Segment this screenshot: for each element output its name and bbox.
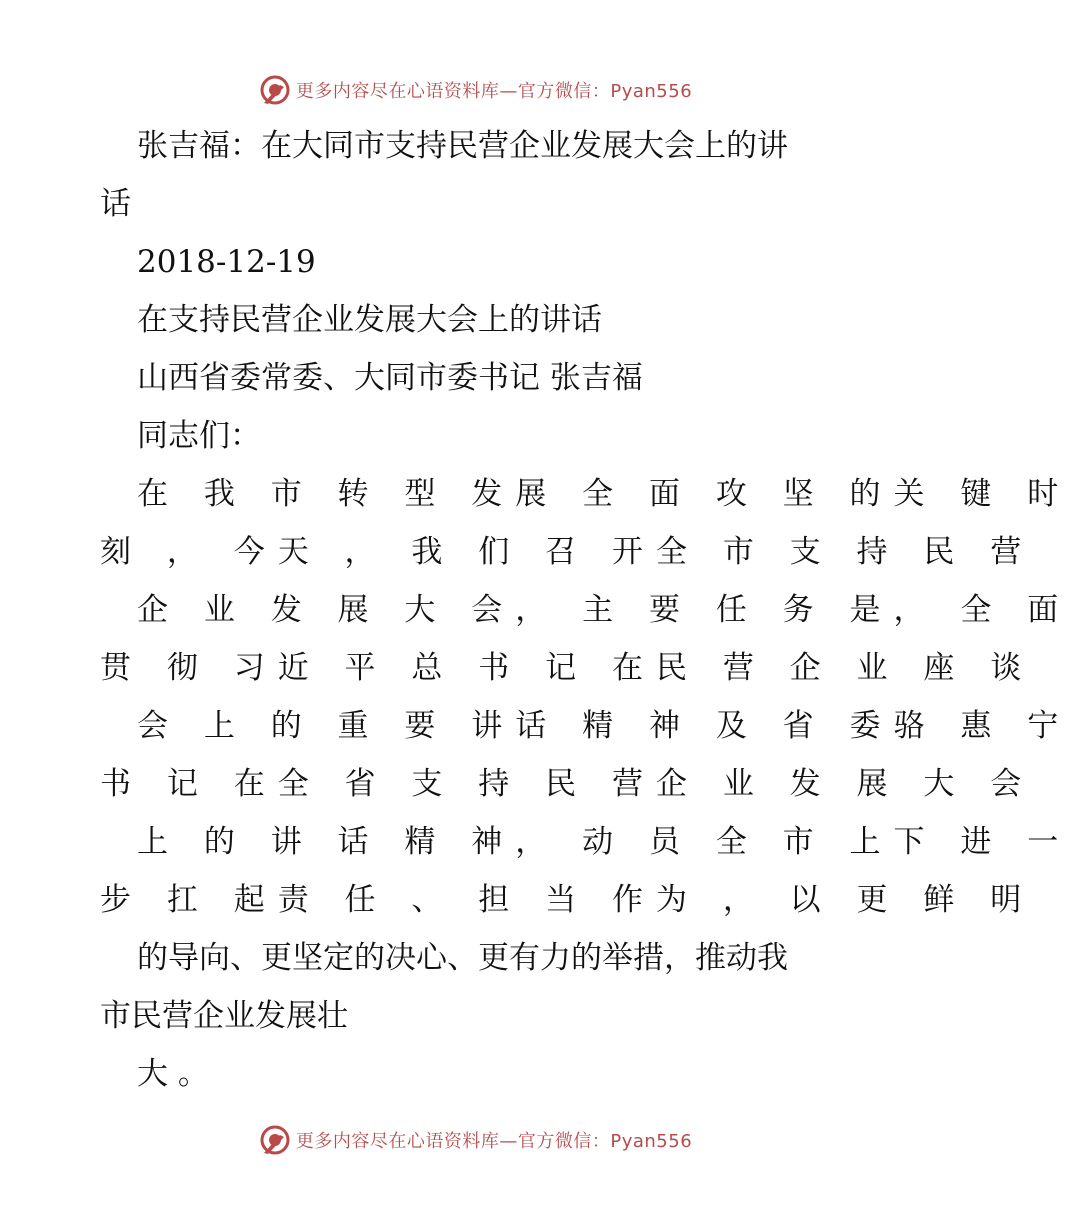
body-line: 大 。: [137, 1056, 209, 1092]
pen-logo-icon: [258, 1123, 292, 1157]
body-line: 刻 ， 今天 ， 我 们 召 开全 市 支 持 民 营: [100, 534, 1035, 570]
author-line: 山西省委常委、大同市委书记 张吉福: [137, 360, 643, 396]
title-line-2: 话: [100, 186, 131, 222]
subtitle-line: 在支持民营企业发展大会上的讲话: [137, 302, 602, 338]
pen-logo-icon: [258, 73, 292, 107]
body-line: 在 我 市 转 型 发展 全 面 攻 坚 的关 键 时: [137, 476, 1071, 512]
title-line-1: 张吉福：在大同市支持民营企业发展大会上的讲: [137, 128, 788, 164]
document-body: [100, 117, 1071, 1103]
banner-text: 更多内容尽在心语资料库—官方微信：Pyan556: [295, 1131, 693, 1152]
body-line: 企 业 发 展 大 会， 主 要 任 务 是， 全 面: [137, 592, 1071, 628]
salutation-line: 同志们：: [137, 418, 261, 454]
body-line: 书 记 在全 省 支 持 民 营企 业 发 展 大 会: [100, 766, 1035, 802]
body-line: 市民营企业发展壮: [100, 998, 348, 1034]
header-banner: [0, 70, 950, 110]
body-line: 会 上 的 重 要 讲话 精 神 及 省 委骆 惠 宁: [137, 708, 1071, 744]
date-line: 2018-12-19: [137, 244, 316, 280]
body-line: 的导向、更坚定的决心、更有力的举措，推动我: [137, 940, 788, 976]
body-line: 贯 彻 习近 平 总 书 记 在民 营 企 业 座 谈: [100, 650, 1035, 686]
banner-text: 更多内容尽在心语资料库—官方微信：Pyan556: [295, 81, 693, 102]
footer-banner: [0, 1120, 950, 1160]
body-line: 上 的 讲 话 精 神， 动 员 全 市 上下 进 一: [137, 824, 1071, 860]
body-line: 步 扛 起责 任 、 担 当 作为 ， 以 更 鲜 明: [100, 882, 1035, 918]
